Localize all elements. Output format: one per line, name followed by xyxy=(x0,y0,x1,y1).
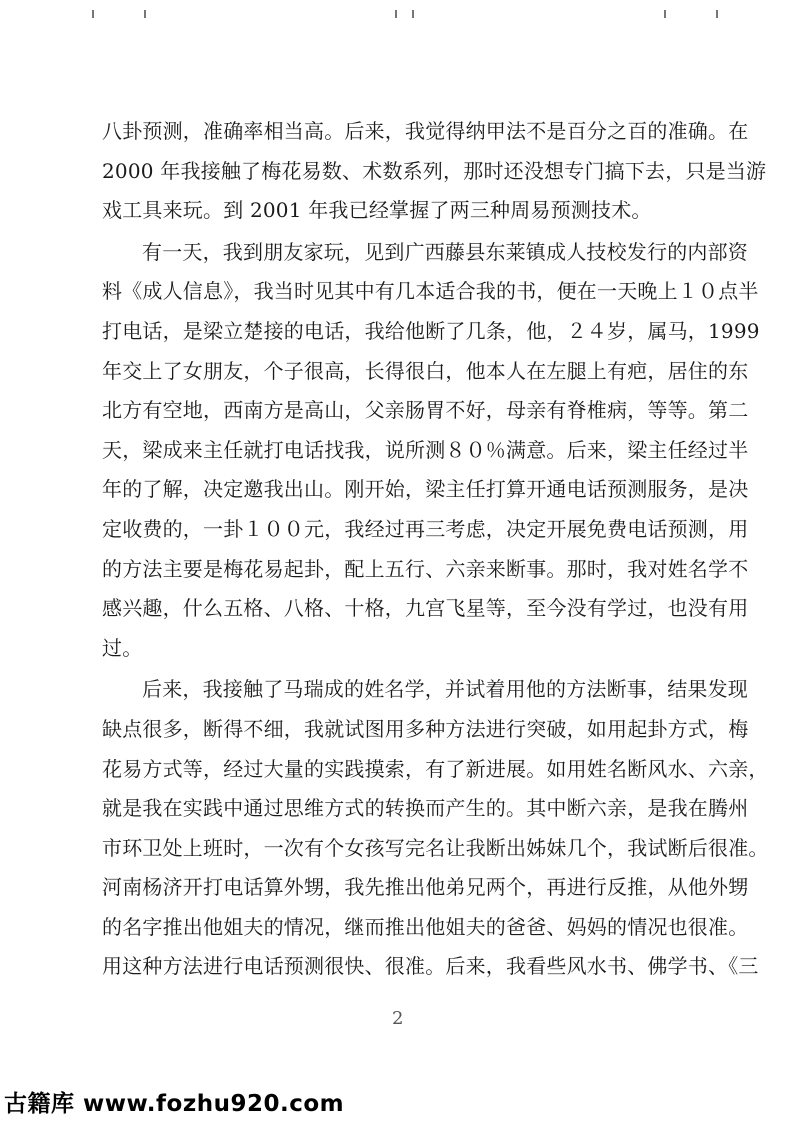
text-line: 定收费的，一卦１００元，我经过再三考虑，决定开展免费电话预测，用 xyxy=(102,516,749,541)
text-line: 后来，我接触了马瑞成的姓名学，并试着用他的方法断事，结果发现 xyxy=(142,677,748,702)
text-line: 的方法主要是梅花易起卦，配上五行、六亲来断事。那时，我对姓名学不 xyxy=(102,556,749,581)
text-line: 感兴趣，什么五格、八格、十格，九宫飞星等，至今没有学过，也没有用 xyxy=(102,596,749,621)
scan-mark xyxy=(144,10,146,18)
scan-edge-marks xyxy=(0,10,787,30)
text-line: 有一天，我到朋友家玩，见到广西藤县东莱镇成人技校发行的内部资 xyxy=(142,239,748,264)
paragraph xyxy=(102,112,767,231)
text-line: 年的了解，决定邀我出山。刚开始，梁主任打算开通电话预测服务，是决 xyxy=(102,477,749,502)
text-line: 料《成人信息》，我当时见其中有几本适合我的书，便在一天晚上１０点半 xyxy=(102,279,759,304)
scan-mark xyxy=(92,10,94,18)
text-line: 河南杨济开打电话算外甥，我先推出他弟兄两个，再进行反推，从他外甥 xyxy=(102,875,749,900)
text-line: 天，梁成来主任就打电话找我，说所测８０％满意。后来，梁主任经过半 xyxy=(102,437,749,462)
paragraph xyxy=(102,233,760,669)
text-line: 花易方式等，经过大量的实践摸索，有了新进展。如用姓名断风水、六亲， xyxy=(102,756,769,781)
text-line: 八卦预测，准确率相当高。后来，我觉得纳甲法不是百分之百的准确。在 xyxy=(102,119,749,143)
text-line: 就是我在实践中通过思维方式的转换而产生的。其中断六亲，是我在腾州 xyxy=(102,796,749,821)
text-line: 打电话，是梁立楚接的电话，我给他断了几条，他，２４岁，属马，1999 xyxy=(102,318,760,343)
document-body xyxy=(102,112,769,987)
text-line: 市环卫处上班时，一次有个女孩写完名让我断出姊妹几个，我试断后很准。 xyxy=(102,835,769,860)
page-number: 2 xyxy=(392,1008,404,1029)
scan-mark xyxy=(664,10,666,18)
text-line: 过。 xyxy=(102,635,143,660)
scan-mark xyxy=(716,10,718,18)
scan-mark xyxy=(395,10,397,18)
text-line: 用这种方法进行电话预测很快、很准。后来，我看些风水书、佛学书、《三 xyxy=(102,954,759,979)
paragraph xyxy=(102,670,769,987)
text-line: 年交上了女朋友，个子很高，长得很白，他本人在左腿上有疤，居住的东 xyxy=(102,358,749,383)
text-line: 的名字推出他姐夫的情况，继而推出他姐夫的爸爸、妈妈的情况也很准。 xyxy=(102,914,749,939)
scan-mark xyxy=(412,10,414,18)
text-line: 北方有空地，西南方是高山，父亲肠胃不好，母亲有脊椎病，等等。第二 xyxy=(102,398,749,423)
text-line: 2000 年我接触了梅花易数、术数系列，那时还没想专门搞下去，只是当游 xyxy=(102,158,767,183)
text-line: 缺点很多，断得不细，我就试图用多种方法进行突破，如用起卦方式，梅 xyxy=(102,716,749,741)
text-line: 戏工具来玩。到 2001 年我已经掌握了两三种周易预测技术。 xyxy=(102,198,652,223)
site-watermark: 古籍库 www.fozhu920.com xyxy=(4,1091,345,1117)
